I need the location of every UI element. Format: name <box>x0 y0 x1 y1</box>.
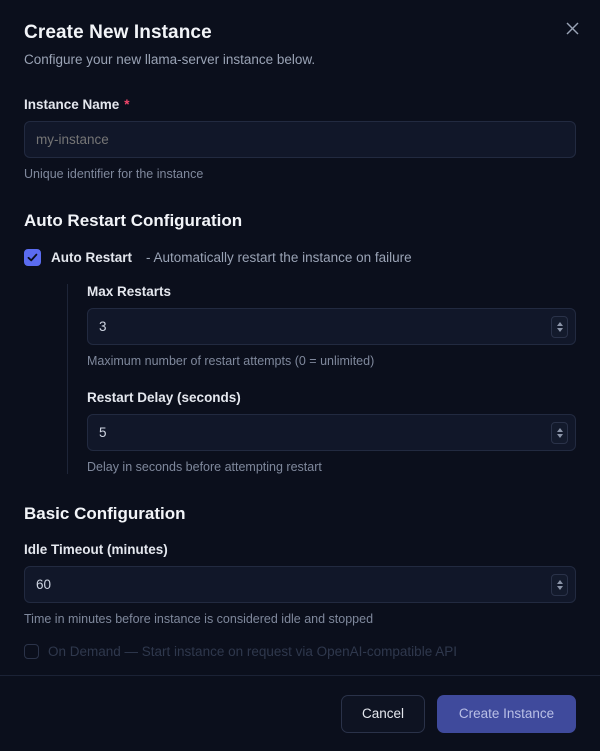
on-demand-label: On Demand — Start instance on request via OpenAI-compatible API <box>48 644 457 659</box>
auto-restart-section-title: Auto Restart Configuration <box>24 211 243 230</box>
dialog-subtitle: Configure your new llama-server instance below. <box>24 52 316 67</box>
instance-name-helper: Unique identifier for the instance <box>24 167 204 181</box>
restart-delay-helper: Delay in seconds before attempting restart <box>87 460 322 474</box>
restart-delay-field <box>87 390 576 474</box>
max-restarts-input[interactable] <box>87 308 576 345</box>
page-title: Create New Instance <box>24 22 212 43</box>
idle-timeout-stepper[interactable] <box>551 574 568 596</box>
chevron-up-icon <box>557 428 563 432</box>
instance-name-field <box>24 97 576 181</box>
restart-delay-label: Restart Delay (seconds) <box>87 390 241 405</box>
idle-timeout-input-wrap <box>24 566 576 603</box>
max-restarts-field <box>87 284 576 368</box>
on-demand-checkbox[interactable] <box>24 644 39 659</box>
restart-delay-input-wrap <box>87 414 576 451</box>
idle-timeout-input[interactable] <box>24 566 576 603</box>
auto-restart-checkbox-row[interactable] <box>24 249 576 266</box>
restart-delay-input[interactable] <box>87 414 576 451</box>
check-icon <box>27 252 38 263</box>
idle-timeout-helper: Time in minutes before instance is considered idle and stopped <box>24 612 374 626</box>
create-instance-button[interactable]: Create Instance <box>437 695 576 733</box>
idle-timeout-label: Idle Timeout (minutes) <box>24 542 168 557</box>
chevron-up-icon <box>557 580 563 584</box>
cancel-button[interactable]: Cancel <box>341 695 425 733</box>
auto-restart-subfields <box>67 284 576 474</box>
instance-name-label-text: Instance Name <box>24 97 120 112</box>
auto-restart-checkbox[interactable] <box>24 249 41 266</box>
basic-config-section-title: Basic Configuration <box>24 504 186 523</box>
chevron-down-icon <box>557 586 563 590</box>
max-restarts-stepper[interactable] <box>551 316 568 338</box>
idle-timeout-field <box>24 542 576 626</box>
chevron-down-icon <box>557 328 563 332</box>
restart-delay-stepper[interactable] <box>551 422 568 444</box>
instance-name-input[interactable] <box>24 121 576 158</box>
dialog-footer <box>0 675 600 751</box>
max-restarts-input-wrap <box>87 308 576 345</box>
auto-restart-label: Auto Restart <box>51 250 133 265</box>
on-demand-row-clipped[interactable] <box>24 644 576 659</box>
chevron-up-icon <box>557 322 563 326</box>
max-restarts-helper: Maximum number of restart attempts (0 = unlimited) <box>87 354 375 368</box>
auto-restart-note: - Automatically restart the instance on failure <box>146 250 412 265</box>
max-restarts-label: Max Restarts <box>87 284 172 299</box>
required-indicator: * <box>124 97 130 112</box>
instance-name-label <box>24 97 576 112</box>
chevron-down-icon <box>557 434 563 438</box>
